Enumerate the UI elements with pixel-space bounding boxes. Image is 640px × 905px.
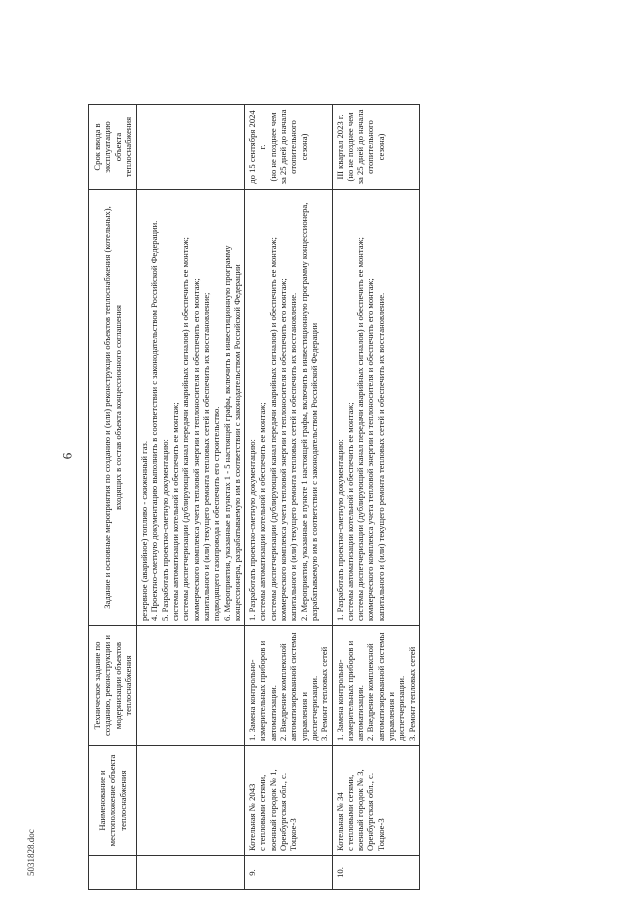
rotated-table-container: [88, 105, 568, 890]
page-number: 6: [59, 452, 75, 460]
cell-no: [137, 856, 245, 890]
table-header-row: [89, 105, 137, 890]
cell-deadline: [137, 105, 245, 190]
header-measures: Задание и основные мероприятия по созданию и (или) реконструкции объектов теплоснабжения (котельных), входящих в состав объекта концессионного соглашения: [89, 190, 137, 626]
cell-object: Котельная № 34 с тепловыми сетями, военный городок № 3, Оренбургская обл., с. Тоцкое-3: [332, 746, 419, 856]
cell-tech-task: [137, 626, 245, 746]
table-row: [332, 105, 419, 890]
cell-no: 9.: [245, 856, 332, 890]
cell-no: 10.: [332, 856, 419, 890]
table-row: [245, 105, 332, 890]
header-deadline: Срок ввода в эксплуатацию объекта теплоснабжения: [89, 105, 137, 190]
cell-tech-task: 1. Замена контрольно-измерительных приборов и автоматизации. 2. Внедрение комплексной автоматизированной системы управления и диспетчеризации. 3. Ремонт тепловых сетей: [332, 626, 419, 746]
cell-tech-task: 1. Замена контрольно-измерительных приборов и автоматизации. 2. Внедрение комплексной автоматизированной системы управления и диспетчеризации. 3. Ремонт тепловых сетей: [245, 626, 332, 746]
cell-measures: 1. Разработать проектно-сметную документацию: системы автоматизации котельной и обеспечить ее монтаж; системы диспетчеризации (дублирующий канал передачи аварийных сигналов) и обеспечить ее монтаж; коммерческого комплекса учета тепловой энергии и теплоносителя и обеспечить его монтаж; капитального и (или) текущего ремонта тепловых сетей и обеспечить их восстановление. 2. Мероприятия, указанные в пункте 1 настоящей графы, включить в инвестиционную программу концессионера, разрабатываемую им в соответствии с законодательством Российской Федерации: [245, 190, 332, 626]
table-row-continuation: [137, 105, 245, 890]
cell-deadline: до 15 сентября 2024 г. (но не позднее чем за 25 дней до начала отопительного сезона): [245, 105, 332, 190]
header-object: Наименование и местоположение объекта теплоснабжения: [89, 746, 137, 856]
concession-table: [88, 104, 420, 890]
header-no: [89, 856, 137, 890]
cell-object: Котельная № 2043 с тепловыми сетями, военный городок № 1, Оренбургская обл., с. Тоцкое-3: [245, 746, 332, 856]
cell-object: [137, 746, 245, 856]
cell-measures: 1. Разработать проектно-сметную документацию: системы автоматизации котельной и обеспечить ее монтаж; системы диспетчеризации (дублирующий канал передачи аварийных сигналов) и обеспечить ее монтаж; коммерческого комплекса учета тепловой энергии и теплоносителя и обеспечить его монтаж; капитального и (или) текущего ремонта тепловых сетей и обеспечить их восстановление.: [332, 190, 419, 626]
header-tech-task: Техническое задание по созданию, реконструкции и модернизации объектов теплоснабжения: [89, 626, 137, 746]
cell-deadline: III квартал 2023 г. (но не позднее чем за 25 дней до начала отопительного сезона): [332, 105, 419, 190]
cell-measures: резервное (аварийное) топливо - сжиженный газ. 4. Проектно-сметную документацию выполнить в соответствии с законодательством Российской Федерации. 5. Разработать проектно-сметную документацию: системы автоматизации котельной и обеспечить ее монтаж; системы диспетчеризации (дублирующий канал передачи аварийных сигналов) и обеспечить ее монтаж; коммерческого комплекса учета тепловой энергии и теплоносителя и обеспечить его монтаж; капитального и (или) текущего ремонта тепловых сетей и обеспечить их восстановление; подводящего газопровода и обеспечить его строительство. 6. Мероприятия, указанные в пунктах 1 - 5 настоящей графы, включить в инвестиционную программу концессионера, разрабатываемую им в соответствии с законодательством Российской Федерации: [137, 190, 245, 626]
footer-doc-code: 5031828.doc: [26, 829, 36, 876]
